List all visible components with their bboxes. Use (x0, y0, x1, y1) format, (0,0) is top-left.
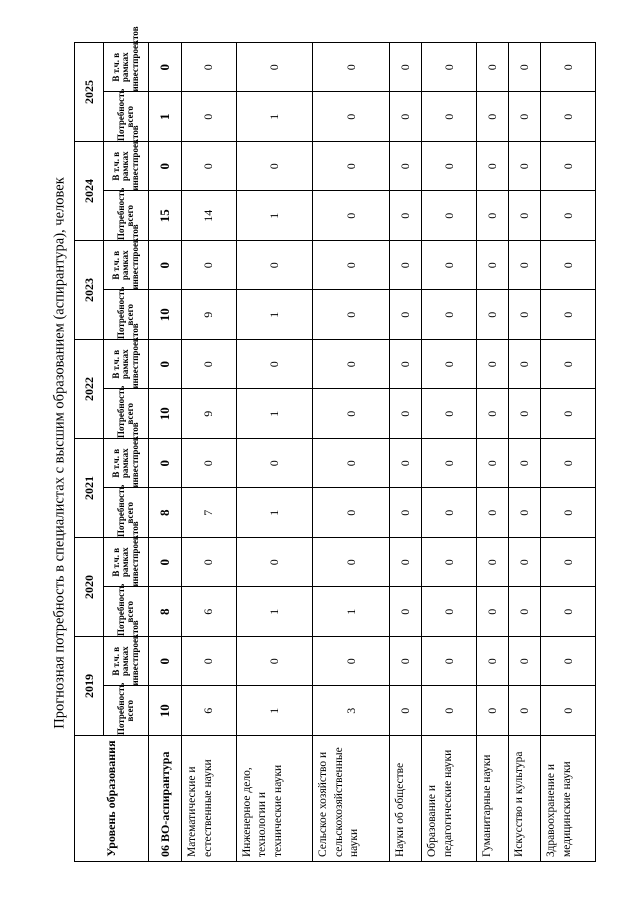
table-cell: 0 (313, 538, 390, 588)
row-label: Образование и педагогические науки (422, 736, 477, 862)
table-cell: 0 (422, 191, 477, 241)
table-cell: 0 (149, 142, 182, 192)
table-cell: 0 (313, 191, 390, 241)
table-cell: 0 (313, 439, 390, 489)
table-cell: 9 (182, 290, 237, 340)
table-cell: 0 (541, 241, 596, 291)
table-cell: 0 (541, 686, 596, 736)
table-cell: 10 (149, 290, 182, 340)
table-cell: 0 (149, 43, 182, 93)
table-cell: 0 (541, 43, 596, 93)
table-cell: 1 (149, 92, 182, 142)
table-cell: 0 (313, 43, 390, 93)
table-row (313, 43, 390, 862)
table-cell: 0 (509, 142, 541, 192)
year-header-row (75, 43, 104, 862)
table-cell: 0 (390, 290, 422, 340)
table-row (476, 43, 508, 862)
table-cell: 0 (476, 439, 508, 489)
table-cell: 0 (476, 142, 508, 192)
table-cell: 10 (149, 389, 182, 439)
table-cell: 0 (182, 340, 237, 390)
subheader-total: Потребность всего (104, 686, 149, 736)
table-cell: 0 (476, 488, 508, 538)
subheader-invest: В т.ч. в рамках инвестпроектов (104, 340, 149, 390)
table-cell: 0 (541, 340, 596, 390)
subheader-invest: В т.ч. в рамках инвестпроектов (104, 43, 149, 93)
table-cell: 0 (509, 538, 541, 588)
table-cell: 0 (390, 241, 422, 291)
table-cell: 0 (422, 340, 477, 390)
table-cell: 0 (182, 538, 237, 588)
year-header: 2024 (75, 142, 104, 241)
table-cell: 0 (509, 191, 541, 241)
table-cell: 0 (390, 191, 422, 241)
table-cell: 0 (236, 439, 313, 489)
row-label: Искусство и культура (509, 736, 541, 862)
table-cell: 0 (390, 340, 422, 390)
row-label: Науки об обществе (390, 736, 422, 862)
table-cell: 0 (149, 538, 182, 588)
table-cell: 0 (541, 538, 596, 588)
table-cell: 0 (476, 290, 508, 340)
table-cell: 0 (149, 439, 182, 489)
table-cell: 0 (390, 92, 422, 142)
year-header: 2020 (75, 538, 104, 637)
table-cell: 0 (476, 92, 508, 142)
table-cell: 0 (422, 142, 477, 192)
table-cell: 0 (422, 92, 477, 142)
table-cell: 0 (182, 439, 237, 489)
table-cell: 10 (149, 686, 182, 736)
table-cell: 1 (236, 488, 313, 538)
table-cell: 0 (476, 389, 508, 439)
table-cell: 0 (422, 439, 477, 489)
table-cell: 0 (541, 439, 596, 489)
table-cell: 0 (149, 241, 182, 291)
table-cell: 0 (313, 290, 390, 340)
table-row (509, 43, 541, 862)
table-cell: 0 (390, 43, 422, 93)
table-row (236, 43, 313, 862)
table-cell: 0 (541, 488, 596, 538)
row-label: 06 ВО-аспирантура (149, 736, 182, 862)
table-cell: 0 (236, 43, 313, 93)
table-cell: 1 (313, 587, 390, 637)
table-cell: 0 (476, 637, 508, 687)
table-cell: 0 (476, 340, 508, 390)
table-cell: 0 (509, 488, 541, 538)
table-cell: 0 (149, 637, 182, 687)
table-row (182, 43, 237, 862)
table-cell: 6 (182, 587, 237, 637)
table-cell: 0 (509, 686, 541, 736)
table-cell: 0 (476, 241, 508, 291)
table-row (541, 43, 596, 862)
table-cell: 1 (236, 290, 313, 340)
subheader-invest: В т.ч. в рамках инвестпроектов (104, 241, 149, 291)
table-cell: 0 (476, 686, 508, 736)
table-cell: 1 (236, 92, 313, 142)
table-cell: 0 (541, 587, 596, 637)
table-cell: 0 (509, 241, 541, 291)
table-cell: 0 (422, 488, 477, 538)
table-cell: 0 (422, 686, 477, 736)
row-label: Сельское хозяйство и сельскохозяйственные науки (313, 736, 390, 862)
table-cell: 0 (390, 538, 422, 588)
subheader-total: Потребность всего (104, 587, 149, 637)
table-cell: 0 (422, 241, 477, 291)
table-cell: 6 (182, 686, 237, 736)
table-cell: 8 (149, 488, 182, 538)
table-cell: 0 (390, 439, 422, 489)
year-header: 2023 (75, 241, 104, 340)
table-cell: 0 (509, 637, 541, 687)
table-cell: 0 (182, 142, 237, 192)
table-cell: 0 (390, 686, 422, 736)
table-cell: 0 (541, 290, 596, 340)
table-cell: 0 (509, 389, 541, 439)
table-cell: 0 (390, 142, 422, 192)
table-cell: 0 (313, 340, 390, 390)
table-cell: 0 (236, 340, 313, 390)
table-cell: 0 (236, 241, 313, 291)
page-title: Прогнозная потребность в специалистах с высшим образованием (аспирантура), человек (51, 177, 68, 729)
table-cell: 0 (390, 587, 422, 637)
table-cell: 0 (509, 439, 541, 489)
table-body (149, 43, 596, 862)
table-cell: 1 (236, 587, 313, 637)
subheader-invest: В т.ч. в рамках инвестпроектов (104, 538, 149, 588)
table-cell: 0 (422, 587, 477, 637)
subheader-total: Потребность всего (104, 191, 149, 241)
forecast-table (74, 26, 596, 862)
table-cell: 0 (182, 241, 237, 291)
table-cell: 15 (149, 191, 182, 241)
row-label: Инженерное дело, технологии и технические науки (236, 736, 313, 862)
table-cell: 0 (313, 389, 390, 439)
level-header: Уровень образования (75, 736, 149, 862)
table-cell: 0 (313, 637, 390, 687)
subheader-invest: В т.ч. в рамках инвестпроектов (104, 637, 149, 687)
table-cell: 0 (422, 43, 477, 93)
table-cell: 0 (476, 191, 508, 241)
table-cell: 0 (476, 587, 508, 637)
table-cell: 0 (541, 389, 596, 439)
table-cell: 14 (182, 191, 237, 241)
table-row (390, 43, 422, 862)
table-cell: 0 (509, 290, 541, 340)
table-cell: 1 (236, 389, 313, 439)
table-cell: 8 (149, 587, 182, 637)
table-cell: 7 (182, 488, 237, 538)
subheader-invest: В т.ч. в рамках инвестпроектов (104, 439, 149, 489)
table-cell: 0 (390, 637, 422, 687)
year-header: 2022 (75, 340, 104, 439)
table-cell: 0 (509, 587, 541, 637)
table-cell: 0 (313, 142, 390, 192)
subheader-total: Потребность всего (104, 92, 149, 142)
row-label: Здравоохранение и медицинские науки (541, 736, 596, 862)
table-cell: 0 (541, 92, 596, 142)
table-cell: 0 (509, 340, 541, 390)
table-cell: 0 (476, 538, 508, 588)
table-cell: 0 (313, 488, 390, 538)
table-cell: 0 (313, 241, 390, 291)
table-cell: 0 (422, 637, 477, 687)
subheader-total: Потребность всего (104, 290, 149, 340)
table-cell: 1 (236, 686, 313, 736)
year-header: 2019 (75, 637, 104, 736)
table-cell: 3 (313, 686, 390, 736)
table-cell: 0 (236, 538, 313, 588)
table-cell: 0 (182, 92, 237, 142)
year-header: 2025 (75, 43, 104, 142)
table-cell: 0 (390, 389, 422, 439)
table-cell: 0 (541, 637, 596, 687)
table-cell: 0 (509, 43, 541, 93)
table-cell: 0 (182, 637, 237, 687)
table-cell: 1 (236, 191, 313, 241)
subheader-total: Потребность всего (104, 389, 149, 439)
table-cell: 0 (149, 340, 182, 390)
table-row (422, 43, 477, 862)
table-container (74, 26, 596, 862)
table-cell: 0 (390, 488, 422, 538)
table-cell: 0 (182, 43, 237, 93)
table-cell: 0 (236, 637, 313, 687)
table-cell: 0 (476, 43, 508, 93)
table-cell: 0 (422, 389, 477, 439)
row-label: Математические и естественные науки (182, 736, 237, 862)
table-cell: 0 (541, 142, 596, 192)
subheader-invest: В т.ч. в рамках инвестпроектов (104, 142, 149, 192)
table-cell: 0 (313, 92, 390, 142)
table-cell: 0 (236, 142, 313, 192)
table-cell: 0 (541, 191, 596, 241)
table-cell: 0 (422, 290, 477, 340)
table-cell: 9 (182, 389, 237, 439)
subheader-total: Потребность всего (104, 488, 149, 538)
table-cell: 0 (422, 538, 477, 588)
table-row (149, 43, 182, 862)
table-cell: 0 (509, 92, 541, 142)
row-label: Гуманитарные науки (476, 736, 508, 862)
year-header: 2021 (75, 439, 104, 538)
